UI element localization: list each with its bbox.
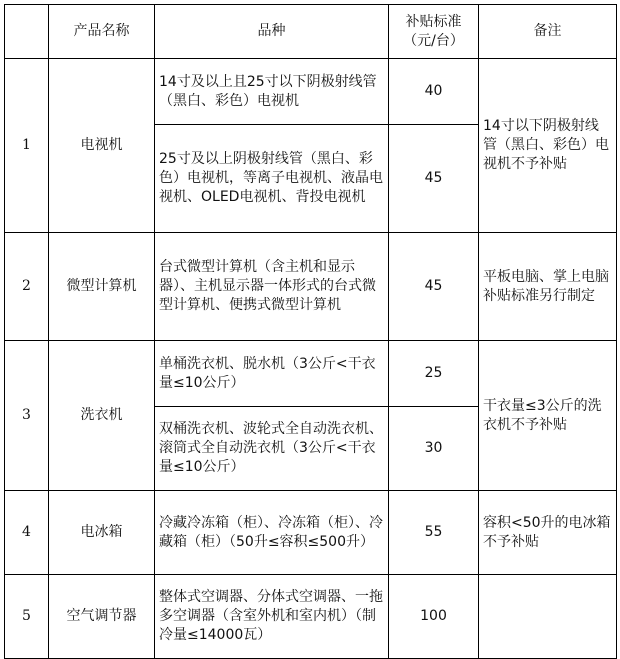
remark-cell: 14寸以下阴极射线管（黑白、彩色）电视机不予补贴 (479, 59, 617, 233)
table-row (5, 491, 617, 575)
remark-cell: 干衣量≤3公斤的洗衣机不予补贴 (479, 341, 617, 491)
variety-cell: 单桶洗衣机、脱水机（3公斤<干衣量≤10公斤） (155, 341, 389, 407)
table-header-row (5, 5, 617, 59)
subsidy-value: 40 (389, 59, 479, 125)
product-name: 微型计算机 (49, 233, 155, 341)
variety-cell: 整体式空调器、分体式空调器、一拖多空调器（含室外机和室内机）（制冷量≤14000瓦） (155, 575, 389, 659)
row-index: 4 (5, 491, 49, 575)
row-index: 5 (5, 575, 49, 659)
remark-cell (479, 575, 617, 659)
product-name: 洗衣机 (49, 341, 155, 491)
subsidy-table (4, 4, 617, 659)
header-remark: 备注 (479, 5, 617, 59)
header-subsidy-standard: 补贴标准（元/台） (389, 5, 479, 59)
variety-cell: 冷藏冷冻箱（柜）、冷冻箱（柜）、冷藏箱（柜）（50升≤容积≤500升） (155, 491, 389, 575)
row-index: 3 (5, 341, 49, 491)
subsidy-value: 55 (389, 491, 479, 575)
subsidy-value: 100 (389, 575, 479, 659)
table-row (5, 575, 617, 659)
product-name: 空气调节器 (49, 575, 155, 659)
product-name: 电视机 (49, 59, 155, 233)
subsidy-value: 45 (389, 125, 479, 233)
subsidy-value: 45 (389, 233, 479, 341)
table-row (5, 59, 617, 125)
table-row (5, 233, 617, 341)
header-index (5, 5, 49, 59)
variety-cell: 14寸及以上且25寸以下阴极射线管（黑白、彩色）电视机 (155, 59, 389, 125)
header-product-name: 产品名称 (49, 5, 155, 59)
product-name: 电冰箱 (49, 491, 155, 575)
variety-cell: 台式微型计算机（含主机和显示器）、主机显示器一体形式的台式微型计算机、便携式微型计算机 (155, 233, 389, 341)
variety-cell: 25寸及以上阴极射线管（黑白、彩色）电视机，等离子电视机、液晶电视机、OLED电视机、背投电视机 (155, 125, 389, 233)
subsidy-value: 30 (389, 407, 479, 491)
remark-cell: 平板电脑、掌上电脑补贴标准另行制定 (479, 233, 617, 341)
variety-cell: 双桶洗衣机、波轮式全自动洗衣机、滚筒式全自动洗衣机（3公斤<干衣量≤10公斤） (155, 407, 389, 491)
remark-cell: 容积<50升的电冰箱不予补贴 (479, 491, 617, 575)
row-index: 2 (5, 233, 49, 341)
subsidy-value: 25 (389, 341, 479, 407)
table-row (5, 341, 617, 407)
header-variety: 品种 (155, 5, 389, 59)
row-index: 1 (5, 59, 49, 233)
